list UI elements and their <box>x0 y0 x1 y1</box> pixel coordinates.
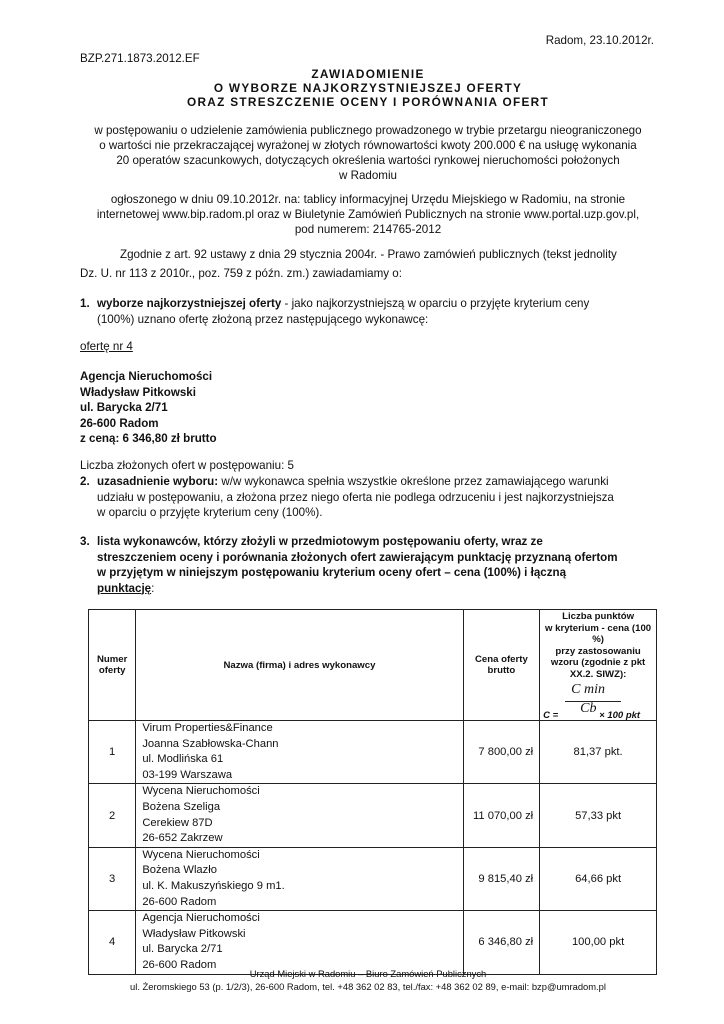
announcement-line: pod numerem: 214765-2012 <box>294 223 442 236</box>
table-row <box>89 784 657 847</box>
header-text: wzoru (zgodnie z pkt <box>550 657 646 668</box>
header-offer-number <box>89 610 136 721</box>
reference-number: BZP.271.1873.2012.EF <box>80 52 200 65</box>
contractor-cell <box>136 784 463 847</box>
offer-price: 11 070,00 zł <box>463 784 540 847</box>
section-heading: wyborze najkorzystniejszej oferty <box>97 297 282 310</box>
page-footer <box>80 967 656 993</box>
scoring-formula <box>543 682 653 720</box>
section-heading: uzasadnienie wyboru: <box>97 475 219 488</box>
offer-number: 2 <box>89 784 136 847</box>
intro-line: 20 operatów szacunkowych, dotyczących określenia wartości rynkowej nieruchomości położonych <box>116 154 620 167</box>
title-line-3: ORAZ STRESZCZENIE OCENY I PORÓWNANIA OFERT <box>187 95 549 109</box>
header-text: Liczba punktów <box>562 611 635 622</box>
section-text: udziału w postępowaniu, a złożona przez niego oferta nie podlega odrzuceniu i jest najkorzystniejsza <box>97 490 614 504</box>
offer-points: 100,00 pkt <box>540 911 657 974</box>
contractor-name: Agencja Nieruchomości <box>142 912 260 925</box>
contractor-person: Władysław Pitkowski <box>142 927 246 940</box>
header-text: Cena oferty <box>475 654 528 665</box>
legal-line: Dz. U. nr 113 z 2010r., poz. 759 z późn. zm.) zawiadamiamy o: <box>80 266 402 280</box>
contractor-name: Wycena Nieruchomości <box>142 848 260 861</box>
section-heading: lista wykonawców, którzy złożyli w przedmiotowym postępowaniu oferty, wraz ze <box>97 535 543 548</box>
document-date: Radom, 23.10.2012r. <box>545 34 654 47</box>
contractor-street: Cerekiew 87D <box>142 816 213 829</box>
table-row <box>89 721 657 784</box>
header-text: XX.2. SIWZ): <box>569 668 627 680</box>
contractor-cell <box>136 847 463 910</box>
winner-name: Agencja Nieruchomości <box>80 370 213 383</box>
section-text: (100%) uznano ofertę złożoną przez następującego wykonawcę: <box>97 312 429 326</box>
formula-denominator: Cb <box>580 701 597 716</box>
winner-person: Władysław Pitkowski <box>80 385 196 399</box>
header-price <box>463 610 540 721</box>
contractor-cell <box>136 721 463 784</box>
offer-points: 81,37 pkt. <box>540 721 657 784</box>
table-header-row <box>89 610 657 721</box>
contractor-name: Wycena Nieruchomości <box>142 785 260 798</box>
section-text: w oparciu o przyjęte kryterium ceny (100%). <box>97 506 323 519</box>
offer-price: 9 815,40 zł <box>463 847 540 910</box>
offer-points: 57,33 pkt <box>540 784 657 847</box>
announcement-line: internetowej www.bip.radom.pl oraz w Biuletynie Zamówień Publicznych na stronie www.portal.uzp.gov.pl, <box>96 208 640 221</box>
winner-city: 26-600 Radom <box>80 416 159 430</box>
announcement-paragraph <box>80 192 656 237</box>
section-number: 2. <box>80 475 90 488</box>
title-line-1: ZAWIADOMIENIE <box>311 67 425 81</box>
winner-details <box>80 369 217 447</box>
title-line-2: O WYBORZE NAJKORZYSTNIEJSZEJ OFERTY <box>213 81 523 95</box>
offer-number: 1 <box>89 721 136 784</box>
header-contractor: Nazwa (firma) i adres wykonawcy <box>136 610 463 721</box>
section-number: 1. <box>80 297 90 310</box>
footer-line: Urząd Miejski w Radomiu – Biuro Zamówień Publicznych <box>249 968 487 979</box>
contractor-city: 26-600 Radom <box>142 895 217 908</box>
section-heading: w przyjętym w niniejszym postępowaniu kryterium oceny ofert – cena (100%) i łączną <box>97 566 567 579</box>
header-text: oferty <box>98 665 126 676</box>
winner-street: ul. Barycka 2/71 <box>80 401 168 414</box>
intro-line: o wartości nie przekraczającej wyrażonej w złotych równowartości kwoty 200.000 € na usługę wykonania <box>99 139 637 152</box>
contractor-street: ul. Barycka 2/71 <box>142 943 223 956</box>
intro-line: w Radomiu <box>339 169 397 182</box>
section-number: 3. <box>80 535 90 548</box>
header-text: przy zastosowaniu <box>555 645 641 657</box>
intro-line: w postępowaniu o udzielenie zamówienia publicznego prowadzonego w trybie przetargu nieograniczonego <box>94 124 642 137</box>
section-3 <box>80 534 656 596</box>
contractor-person: Bożena Szeliga <box>142 800 221 813</box>
legal-basis-paragraph <box>80 246 656 283</box>
contractor-cell <box>136 911 463 974</box>
section-text: - jako najkorzystniejszą w oparciu o przyjęte kryterium ceny <box>281 297 590 310</box>
section-2 <box>80 474 656 521</box>
contractor-city: 26-600 Radom <box>142 958 217 971</box>
footer-line: ul. Żeromskiego 53 (p. 1/2/3), 26-600 Radom, tel. +48 362 02 83, tel./fax: +48 362 02 89, e-mail: bzp@umradom.pl <box>130 981 606 992</box>
header-points <box>540 610 657 721</box>
header-text: %) <box>592 634 604 645</box>
section-text: w/w wykonawca spełnia wszystkie określone przez zamawiającego warunki <box>218 475 609 488</box>
section-1 <box>80 296 656 327</box>
table-row <box>89 911 657 974</box>
winning-offer-label: ofertę nr 4 <box>80 340 133 353</box>
offers-table <box>88 609 657 975</box>
winner-price: z ceną: 6 346,80 zł brutto <box>80 432 217 445</box>
section-heading: punktację <box>97 581 152 595</box>
contractor-person: Joanna Szabłowska-Chann <box>142 737 279 750</box>
table-row <box>89 847 657 910</box>
offers-count: Liczba złożonych ofert w postępowaniu: 5 <box>80 459 294 472</box>
header-text: brutto <box>487 665 516 676</box>
header-text: Numer <box>96 654 128 665</box>
contractor-city: 03-199 Warszawa <box>142 768 233 781</box>
offer-price: 6 346,80 zł <box>463 911 540 974</box>
offer-number: 3 <box>89 847 136 910</box>
offer-price: 7 800,00 zł <box>463 721 540 784</box>
formula-numerator: C min <box>571 682 605 697</box>
offer-points: 64,66 pkt <box>540 847 657 910</box>
contractor-name: Virum Properties&Finance <box>142 722 273 734</box>
contractor-street: ul. Modlińska 61 <box>142 753 224 766</box>
formula-c: C = <box>543 710 559 721</box>
section-heading: streszczeniem oceny i porównania złożonych ofert zawierającym punktację przyznaną ofertom <box>97 550 618 564</box>
announcement-line: ogłoszonego w dniu 09.10.2012r. na: tablicy informacyjnej Urzędu Miejskiego w Radomiu, na stronie <box>110 193 626 206</box>
intro-paragraph <box>80 123 656 183</box>
section-heading-colon: : <box>151 581 155 595</box>
formula-multiplier: × 100 pkt <box>599 710 641 721</box>
offer-number: 4 <box>89 911 136 974</box>
header-text: w kryterium - cena (100 <box>545 622 652 634</box>
contractor-street: ul. K. Makuszyńskiego 9 m1. <box>142 879 285 892</box>
legal-line: Zgodnie z art. 92 ustawy z dnia 29 stycznia 2004r. - Prawo zamówień publicznych (tekst jednolity <box>120 248 617 261</box>
contractor-city: 26-652 Zakrzew <box>142 832 223 845</box>
contractor-person: Bożena Wlazło <box>142 864 217 877</box>
